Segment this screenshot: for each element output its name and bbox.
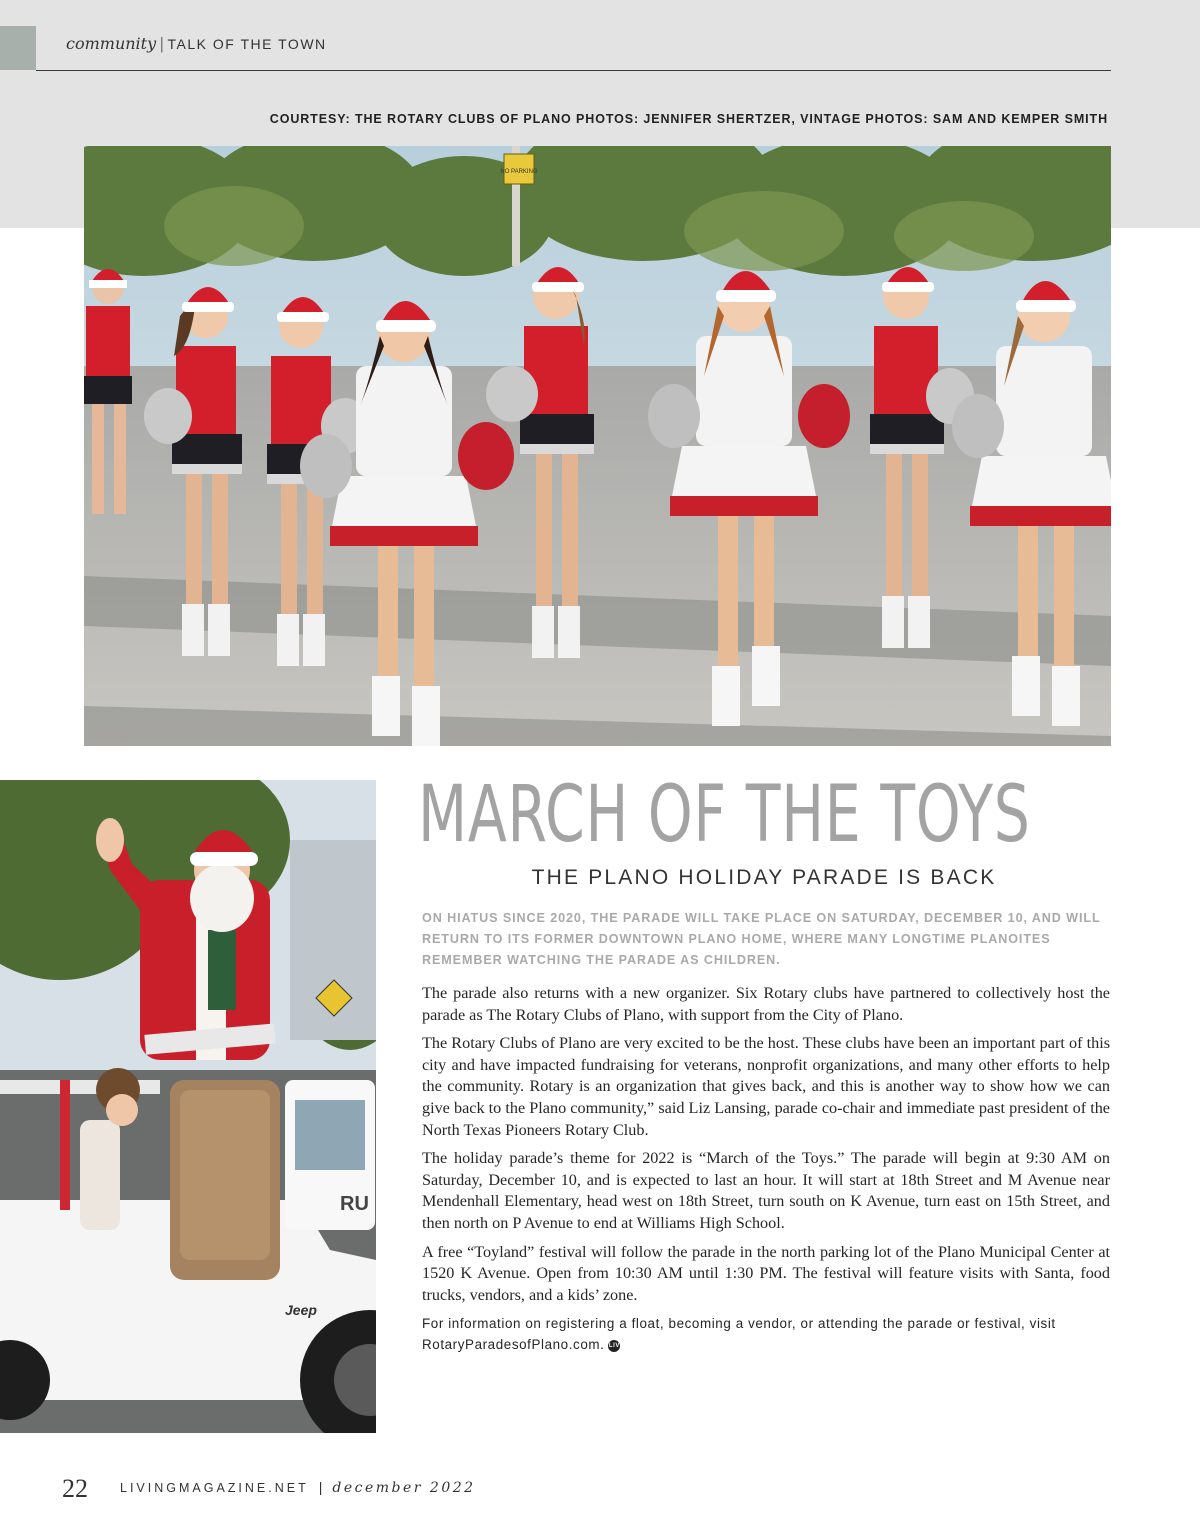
section-divider: | <box>160 34 164 53</box>
footer-site: LIVINGMAGAZINE.NET <box>120 1481 309 1495</box>
parade-photo-illustration <box>84 146 1111 746</box>
article-info-text: For information on registering a float, becoming a vendor, or attending the parade or festival, visit RotaryParadesofPlano.com. <box>422 1316 1056 1353</box>
photo-credits: COURTESY: THE ROTARY CLUBS OF PLANO PHOTOS: JENNIFER SHERTZER, VINTAGE PHOTOS: SAM AND KEMPER SMITH <box>269 112 1108 126</box>
parking-sign-text: NO PARKING <box>500 169 538 175</box>
end-mark-icon: LIV <box>608 1340 620 1352</box>
jeep-side-text: RU <box>340 1193 369 1215</box>
header-rule <box>36 70 1111 71</box>
parade-photo <box>84 146 1111 746</box>
article-paragraph-4: A free “Toyland” festival will follow the parade in the north parking lot of the Plano Municipal Center at 1520 K Avenue. Open from 10:30 AM until 1:30 PM. The festival will feature visits with Santa, food trucks, vendors, and a kids’ zone. <box>422 1242 1110 1304</box>
section-subtitle: TALK OF THE TOWN <box>167 36 327 52</box>
santa-photo <box>0 780 376 1433</box>
jeep-badge: Jeep <box>285 1302 317 1318</box>
article-paragraph-2: The Rotary Clubs of Plano are very excited to be the host. These clubs have been an important part of this city and have impacted fundraising for veterans, nonprofit organizations, and many other efforts to help the community. Rotary is an organization that gives back, and this is another way to show how we can give back to the Plano community,” said Liz Lansing, parade co-chair and immediate past president of the North Texas Pioneers Rotary Club. <box>422 1034 1110 1139</box>
page-footer <box>62 1474 476 1504</box>
article-paragraph-1: The parade also returns with a new organizer. Six Rotary clubs have partnered to collectively host the parade as The Rotary Clubs of Plano, with support from the City of Plano. <box>422 984 1110 1024</box>
section-label <box>66 34 327 54</box>
article-subtitle: THE PLANO HOLIDAY PARADE IS BACK <box>531 866 997 889</box>
article-intro: ON HIATUS SINCE 2020, THE PARADE WILL TAKE PLACE ON SATURDAY, DECEMBER 10, AND WILL RETURN TO ITS FORMER DOWNTOWN PLANO HOME, WHERE MANY LONGTIME PLANOITES REMEMBER WATCHING THE PARADE AS CHILDREN. <box>422 911 1101 967</box>
article-paragraph-3: The holiday parade’s theme for 2022 is “March of the Toys.” The parade will begin at 9:30 AM on Saturday, December 10, and is expected to last an hour. It will start at 18th Street and M Avenue near Mendenhall Elementary, head west on 18th Street, turn south on K Avenue, turn east on 15th Street, and then north on P Avenue to end at Williams High School. <box>422 1149 1110 1232</box>
section-name: community <box>66 34 157 53</box>
santa-photo-illustration <box>0 780 376 1433</box>
article-info <box>422 1313 1110 1355</box>
section-tab <box>0 26 36 70</box>
page-number: 22 <box>62 1474 88 1503</box>
article-body <box>422 983 1110 1362</box>
footer-issue: december 2022 <box>332 1480 476 1496</box>
article-title: MARCH OF THE TOYS <box>418 770 1031 860</box>
footer-separator: | <box>318 1479 323 1495</box>
